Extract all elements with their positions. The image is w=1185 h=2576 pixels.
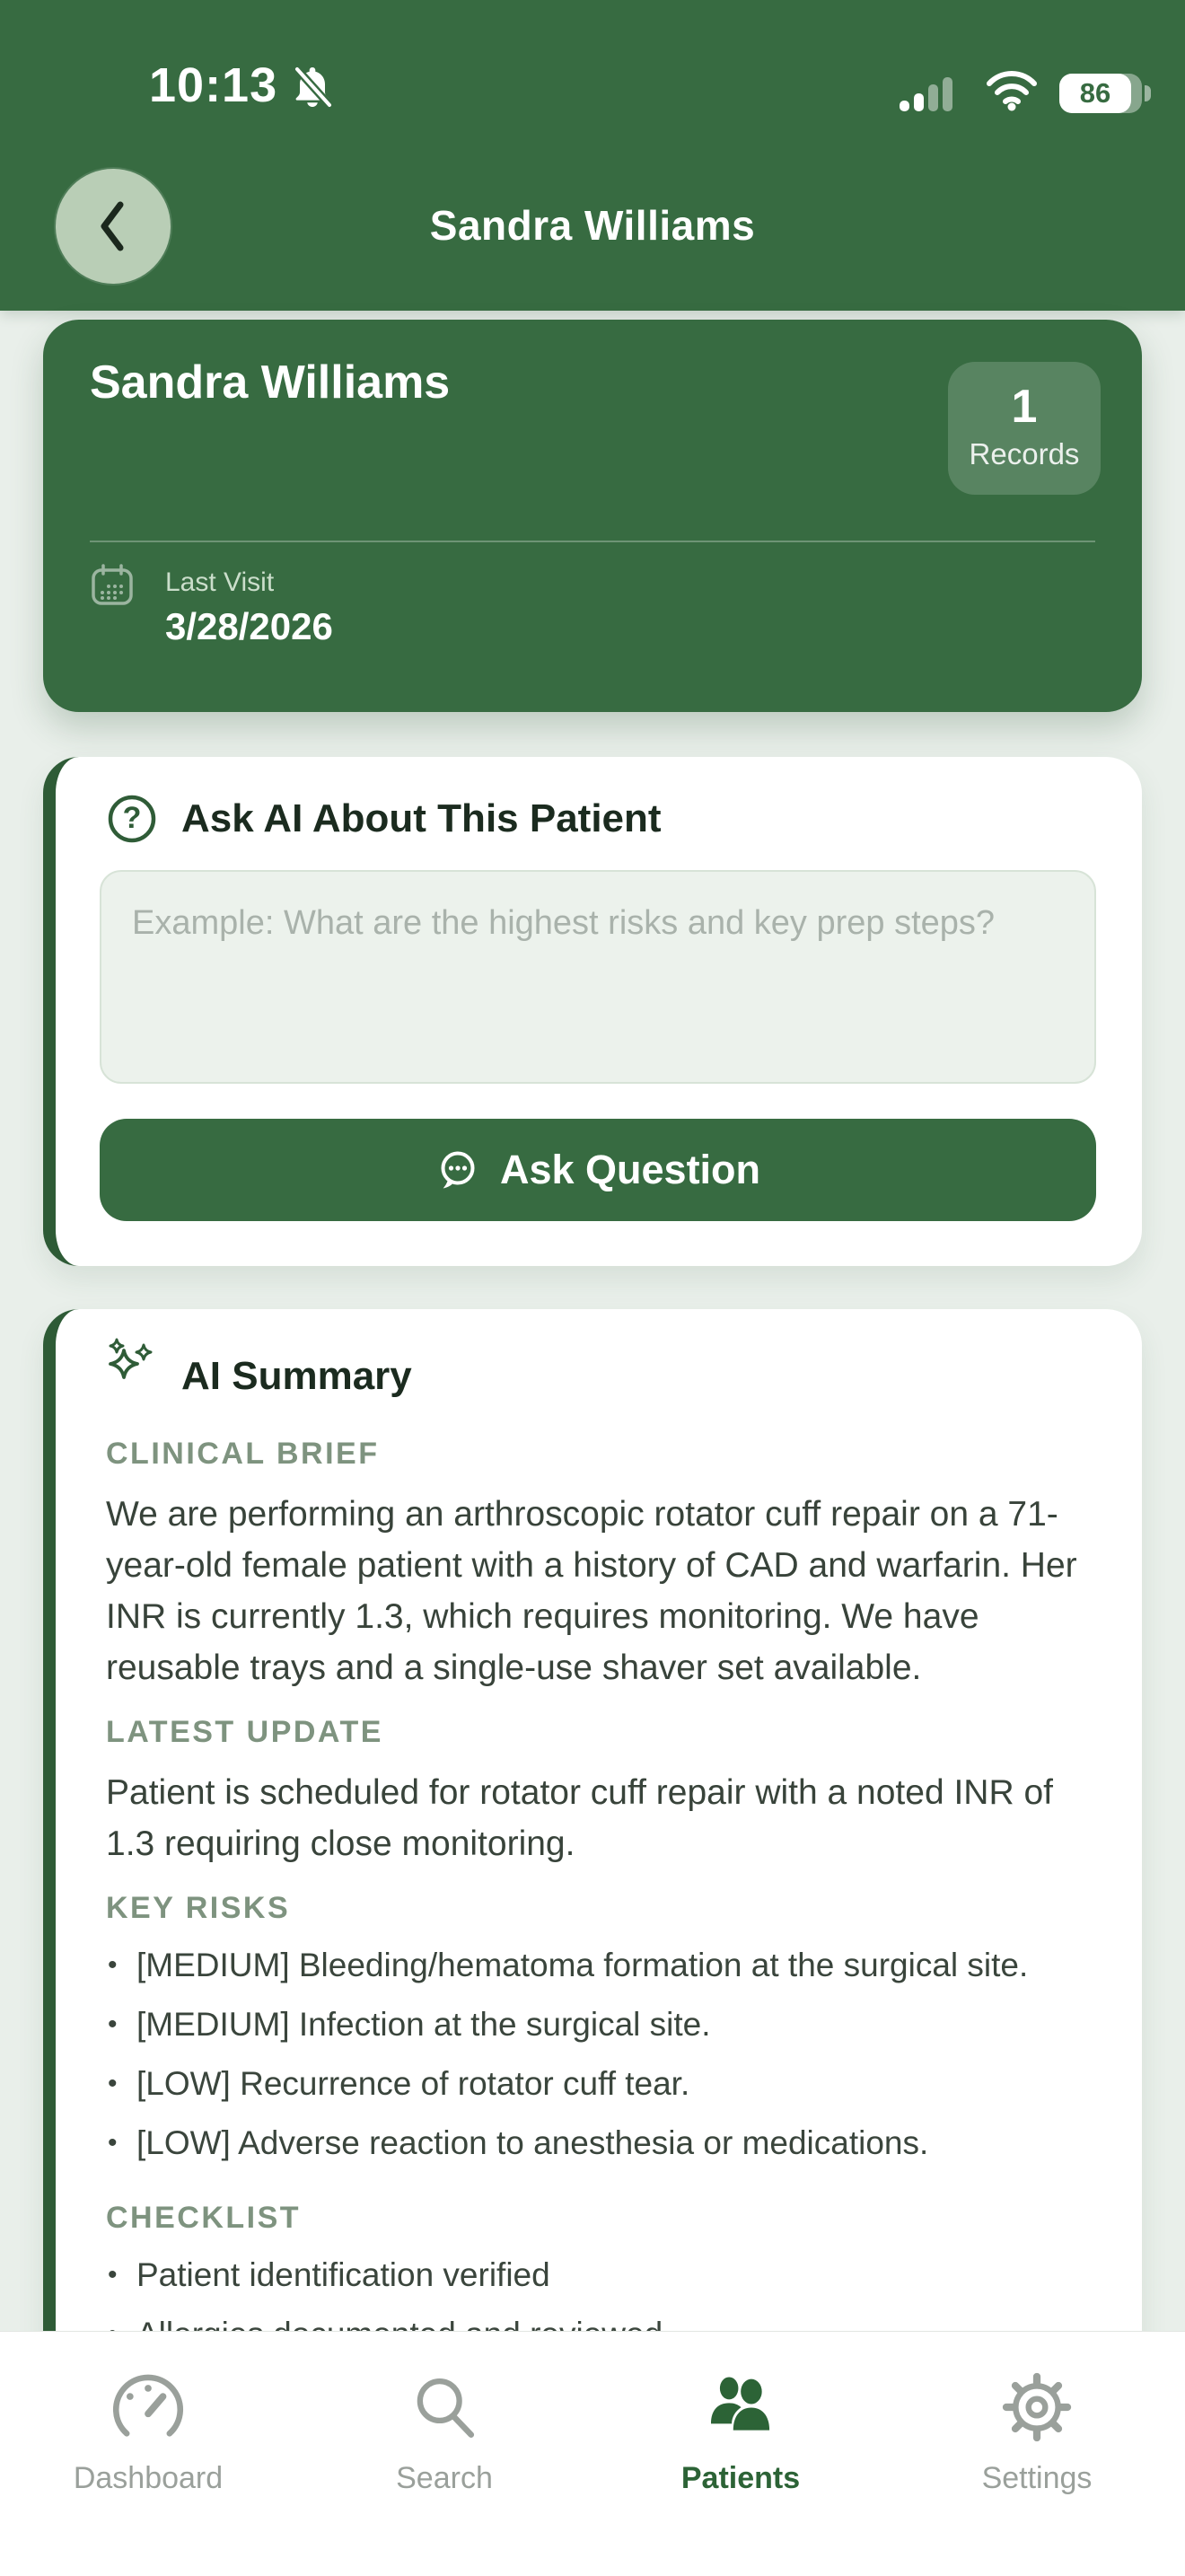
- help-circle-icon: [106, 793, 158, 845]
- ask-ai-input[interactable]: [100, 870, 1096, 1084]
- section-heading-clinical-brief: CLINICAL BRIEF: [106, 1437, 380, 1471]
- key-risks-list: [106, 1943, 1110, 2180]
- tab-search[interactable]: [296, 2332, 592, 2576]
- section-heading-checklist: CHECKLIST: [106, 2201, 302, 2235]
- patients-people-icon: [701, 2368, 780, 2447]
- battery-icon: [1059, 74, 1153, 113]
- chat-bubble-icon: [435, 1147, 480, 1192]
- tab-bar: [0, 2331, 1185, 2576]
- section-heading-latest-update: LATEST UPDATE: [106, 1715, 383, 1749]
- header: [0, 0, 1185, 311]
- dashboard-gauge-icon: [109, 2368, 188, 2447]
- question-glyph: ?: [122, 801, 142, 835]
- patient-name: Sandra Williams: [90, 356, 451, 409]
- notifications-off-icon: [289, 63, 336, 110]
- sparkles-icon: [101, 1336, 160, 1395]
- tab-label: Dashboard: [73, 2461, 224, 2495]
- last-visit-label: Last Visit: [165, 567, 275, 597]
- section-heading-key-risks: KEY RISKS: [106, 1891, 291, 1925]
- patient-summary-card: [43, 320, 1142, 712]
- ask-question-button[interactable]: [100, 1119, 1096, 1221]
- tab-label: Settings: [981, 2461, 1093, 2495]
- checklist-item: • Patient identification verified: [106, 2253, 1110, 2298]
- risk-item: • [MEDIUM] Bleeding/hematoma formation at the surgical site.: [106, 1943, 1110, 1988]
- tab-patients[interactable]: [592, 2332, 889, 2576]
- records-label: Records: [969, 437, 1080, 470]
- tab-label: Search: [396, 2461, 493, 2495]
- ai-summary-title: AI Summary: [181, 1354, 412, 1398]
- tab-settings[interactable]: [889, 2332, 1185, 2576]
- tab-dashboard[interactable]: [0, 2332, 296, 2576]
- clinical-brief-text: We are performing an arthroscopic rotator cuff repair on a 71-year-old female patient with a history of CAD and warfarin. Her INR is currently 1.3, which requires monitoring. We have reusable trays and a single-use shaver set available.: [106, 1495, 1077, 1687]
- search-icon: [407, 2369, 482, 2445]
- risk-item: • [LOW] Recurrence of rotator cuff tear.: [106, 2062, 1110, 2106]
- ask-ai-card: [43, 757, 1142, 1266]
- settings-gear-icon: [998, 2369, 1075, 2446]
- last-visit-date: 3/28/2026: [165, 605, 333, 647]
- ask-question-label: Ask Question: [499, 1147, 761, 1192]
- records-count: 1: [1011, 381, 1038, 433]
- risk-item: • [LOW] Adverse reaction to anesthesia or medications.: [106, 2121, 1110, 2166]
- risk-item: • [MEDIUM] Infection at the surgical site.: [106, 2002, 1110, 2047]
- divider: [90, 541, 1095, 542]
- cellular-signal-icon: [900, 75, 968, 111]
- ask-ai-title: Ask AI About This Patient: [181, 796, 662, 840]
- records-badge: [948, 362, 1101, 495]
- battery-percent: 86: [1079, 77, 1111, 109]
- ai-summary-card: [43, 1309, 1142, 2476]
- calendar-icon: [90, 562, 135, 607]
- wifi-icon: [984, 68, 1040, 111]
- page-title: Sandra Williams: [429, 202, 756, 249]
- status-time: 10:13: [149, 58, 278, 112]
- latest-update-text: Patient is scheduled for rotator cuff repair with a noted INR of 1.3 requiring close monitoring.: [106, 1773, 1053, 1863]
- tab-label: Patients: [680, 2461, 801, 2495]
